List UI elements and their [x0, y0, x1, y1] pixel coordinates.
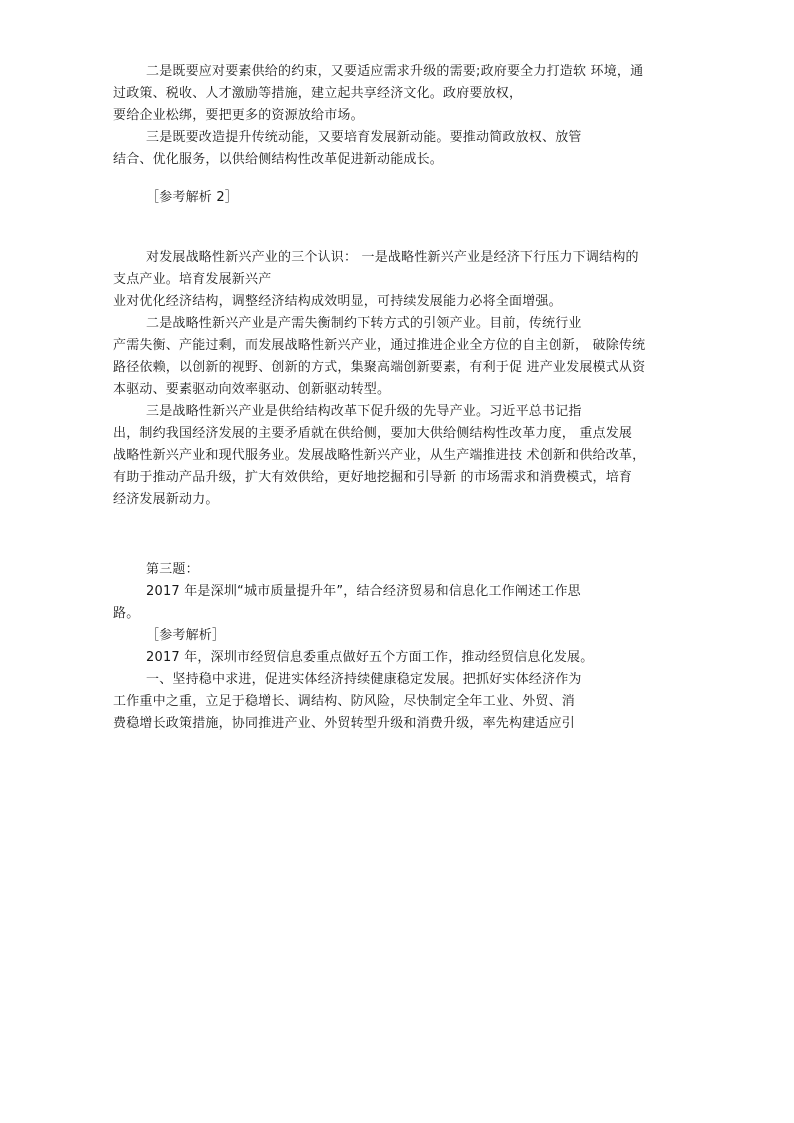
paragraph-line: 产需失衡、产能过剩，而发展战略性新兴产业，通过推进企业全方位的自主创新， 破除传统 — [113, 338, 646, 353]
paragraph-line: 结合、优化服务，以供给侧结构性改革促进新动能成长。 — [113, 152, 444, 167]
paragraph-line: 二是战略性新兴产业是产需失衡制约下转方式的引领产业。目前，传统行业 — [146, 316, 582, 331]
paragraph-line: 战略性新兴产业和现代服务业。发展战略性新兴产业，从生产端推进技 术创新和供给改革， — [113, 448, 646, 463]
paragraph-line: 费稳增长政策措施，协同推进产业、外贸转型升级和消费升级，率先构建适应引 — [113, 716, 576, 731]
paragraph-line: 2017 年，深圳市经贸信息委重点做好五个方面工作，推动经贸信息化发展。 — [146, 650, 594, 665]
paragraph-line: 路径依赖，以创新的视野、创新的方式，集聚高端创新要素，有利于促 进产业发展模式从资 — [113, 360, 646, 375]
paragraph-line: 一、坚持稳中求进，促进实体经济持续健康稳定发展。把抓好实体经济作为 — [146, 672, 582, 687]
paragraph-line: 业对优化经济结构，调整经济结构成效明显，可持续发展能力必将全面增强。 — [113, 294, 562, 309]
reference-label: ［参考解析］ — [146, 628, 226, 643]
paragraph-line: 有助于推动产品升级，扩大有效供给，更好地挖掘和引导新 的市场需求和消费模式，培育 — [113, 470, 633, 485]
paragraph-line: 对发展战略性新兴产业的三个认识： 一是战略性新兴产业是经济下行压力下调结构的 — [146, 250, 639, 265]
paragraph-line: 过政策、税收、人才激励等措施，建立起共享经济文化。政府要放权， — [113, 86, 523, 101]
paragraph-line: 要给企业松绑，要把更多的资源放给市场。 — [113, 108, 364, 123]
paragraph-line: 路。 — [113, 606, 140, 621]
paragraph-line: 支点产业。培育发展新兴产 — [113, 272, 272, 287]
question-heading: 第三题： — [146, 562, 199, 577]
paragraph-line: 三是既要改造提升传统动能，又要培育发展新动能。要推动简政放权、放管 — [146, 130, 582, 145]
paragraph-line: 二是既要应对要素供给的约束，又要适应需求升级的需要;政府要全力打造软 环境，通 — [146, 64, 644, 79]
paragraph-line: 本驱动、要素驱动向效率驱动、创新驱动转型。 — [113, 382, 391, 397]
paragraph-line: 三是战略性新兴产业是供给结构改革下促升级的先导产业。习近平总书记指 — [146, 404, 582, 419]
paragraph-line: 2017 年是深圳“城市质量提升年”，结合经济贸易和信息化工作阐述工作思 — [146, 584, 581, 599]
paragraph-line: 出，制约我国经济发展的主要矛盾就在供给侧，要加大供给侧结构性改革力度， 重点发展 — [113, 426, 633, 441]
reference-label: ［参考解析 2］ — [146, 190, 239, 205]
paragraph-line: 工作重中之重，立足于稳增长、调结构、防风险，尽快制定全年工业、外贸、消 — [113, 694, 576, 709]
paragraph-line: 经济发展新动力。 — [113, 492, 219, 507]
